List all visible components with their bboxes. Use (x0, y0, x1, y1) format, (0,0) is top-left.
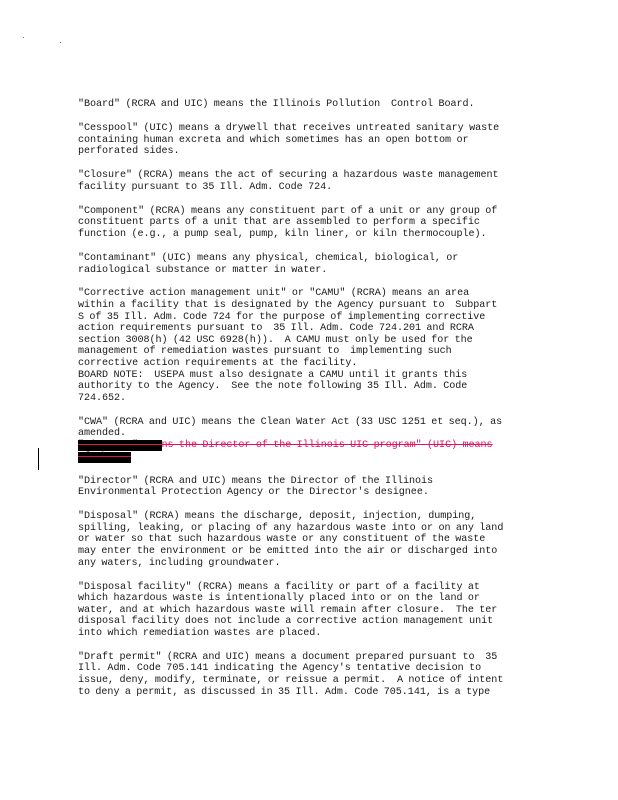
definition-contaminant: "Contaminant" (UIC) means any physical, chemical, biological, or radiological substance or matter in water. (78, 252, 459, 276)
struck-deleted-definition (78, 440, 548, 463)
scan-speck (23, 37, 24, 38)
definition-cwa: "CWA" (RCRA and UIC) means the Clean Water Act (33 USC 1251 et seq.), as amended. (78, 416, 503, 440)
revision-change-bar (38, 448, 39, 470)
definition-draft-permit: "Draft permit" (RCRA and UIC) means a document prepared pursuant to 35 Ill. Adm. Code 705.141 indicating the Agency's tentative decision to issue, deny, modify, terminate, or reissue a permit. A notice of intent to deny a permit, as discussed in 35 Ill. Adm. Code 705.141, is a type (78, 651, 504, 698)
definitions-body (78, 99, 548, 711)
struck-text-line-2 (78, 452, 131, 463)
board-note: BOARD NOTE: USEPA must also designate a CAMU until it grants this authority to the Agency. See the note following 35 Ill. Adm. Code 724.652. (78, 369, 468, 404)
definition-camu: "Corrective action management unit" or "CAMU" (RCRA) means an area within a facility that is designated by the Agency pursuant to Subpart S of 35 Ill. Adm. Code 724 for the purpose of implementing corrective action requirements pursuant to 35 Ill. Adm. Code 724.201 and RCRA section 3008(h) (42 USC 6928(h)). A CAMU must only be used for the management of remediation wastes pursuant to implementing such corrective action requirements at the facility. (78, 288, 498, 370)
redacted-block: "Director" mea (78, 440, 162, 451)
definition-component: "Component" (RCRA) means any constituent part of a unit or any group of constituent parts of a unit that are assembled to perform a specific function (e.g., a pump seal, pump, kiln liner, or kiln thermocouple). (78, 205, 498, 240)
redacted-block: of the Ag (78, 451, 131, 463)
definition-disposal: "Disposal" (RCRA) means the discharge, deposit, injection, dumping, spilling, leaking, or placing of any hazardous waste into or on any land or water so that such hazardous waste or any constituent of the waste may enter the environment or be emitted into the air or discharged into any waters, including groundwater. (78, 511, 504, 569)
definition-cesspool: "Cesspool" (UIC) means a drywell that receives untreated sanitary waste containing human excreta and which sometimes has an open bottom or perforated sides. (78, 122, 500, 158)
definition-board: "Board" (RCRA and UIC) means the Illinois Pollution Control Board. (78, 99, 475, 110)
scan-speck (60, 42, 61, 43)
definition-closure: "Closure" (RCRA) means the act of securing a hazardous waste management facility pursuant to 35 Ill. Adm. Code 724. (78, 170, 499, 193)
definition-director: "Director" (RCRA and UIC) means the Director of the Illinois Environmental Protection Agency or the Director's designee. (78, 475, 434, 499)
definition-disposal-facility: "Disposal facility" (RCRA) means a facility or part of a facility at which hazardous waste is intentionally placed into or on the land or water, and at which hazardous waste will remain after closure. The ter disposal facility does not include a corrective action management unit into which remediation wastes are placed. (78, 581, 498, 639)
struck-text-line-1: "Director" means the Director of the Illinois UIC program" (UIC) means (78, 440, 493, 451)
